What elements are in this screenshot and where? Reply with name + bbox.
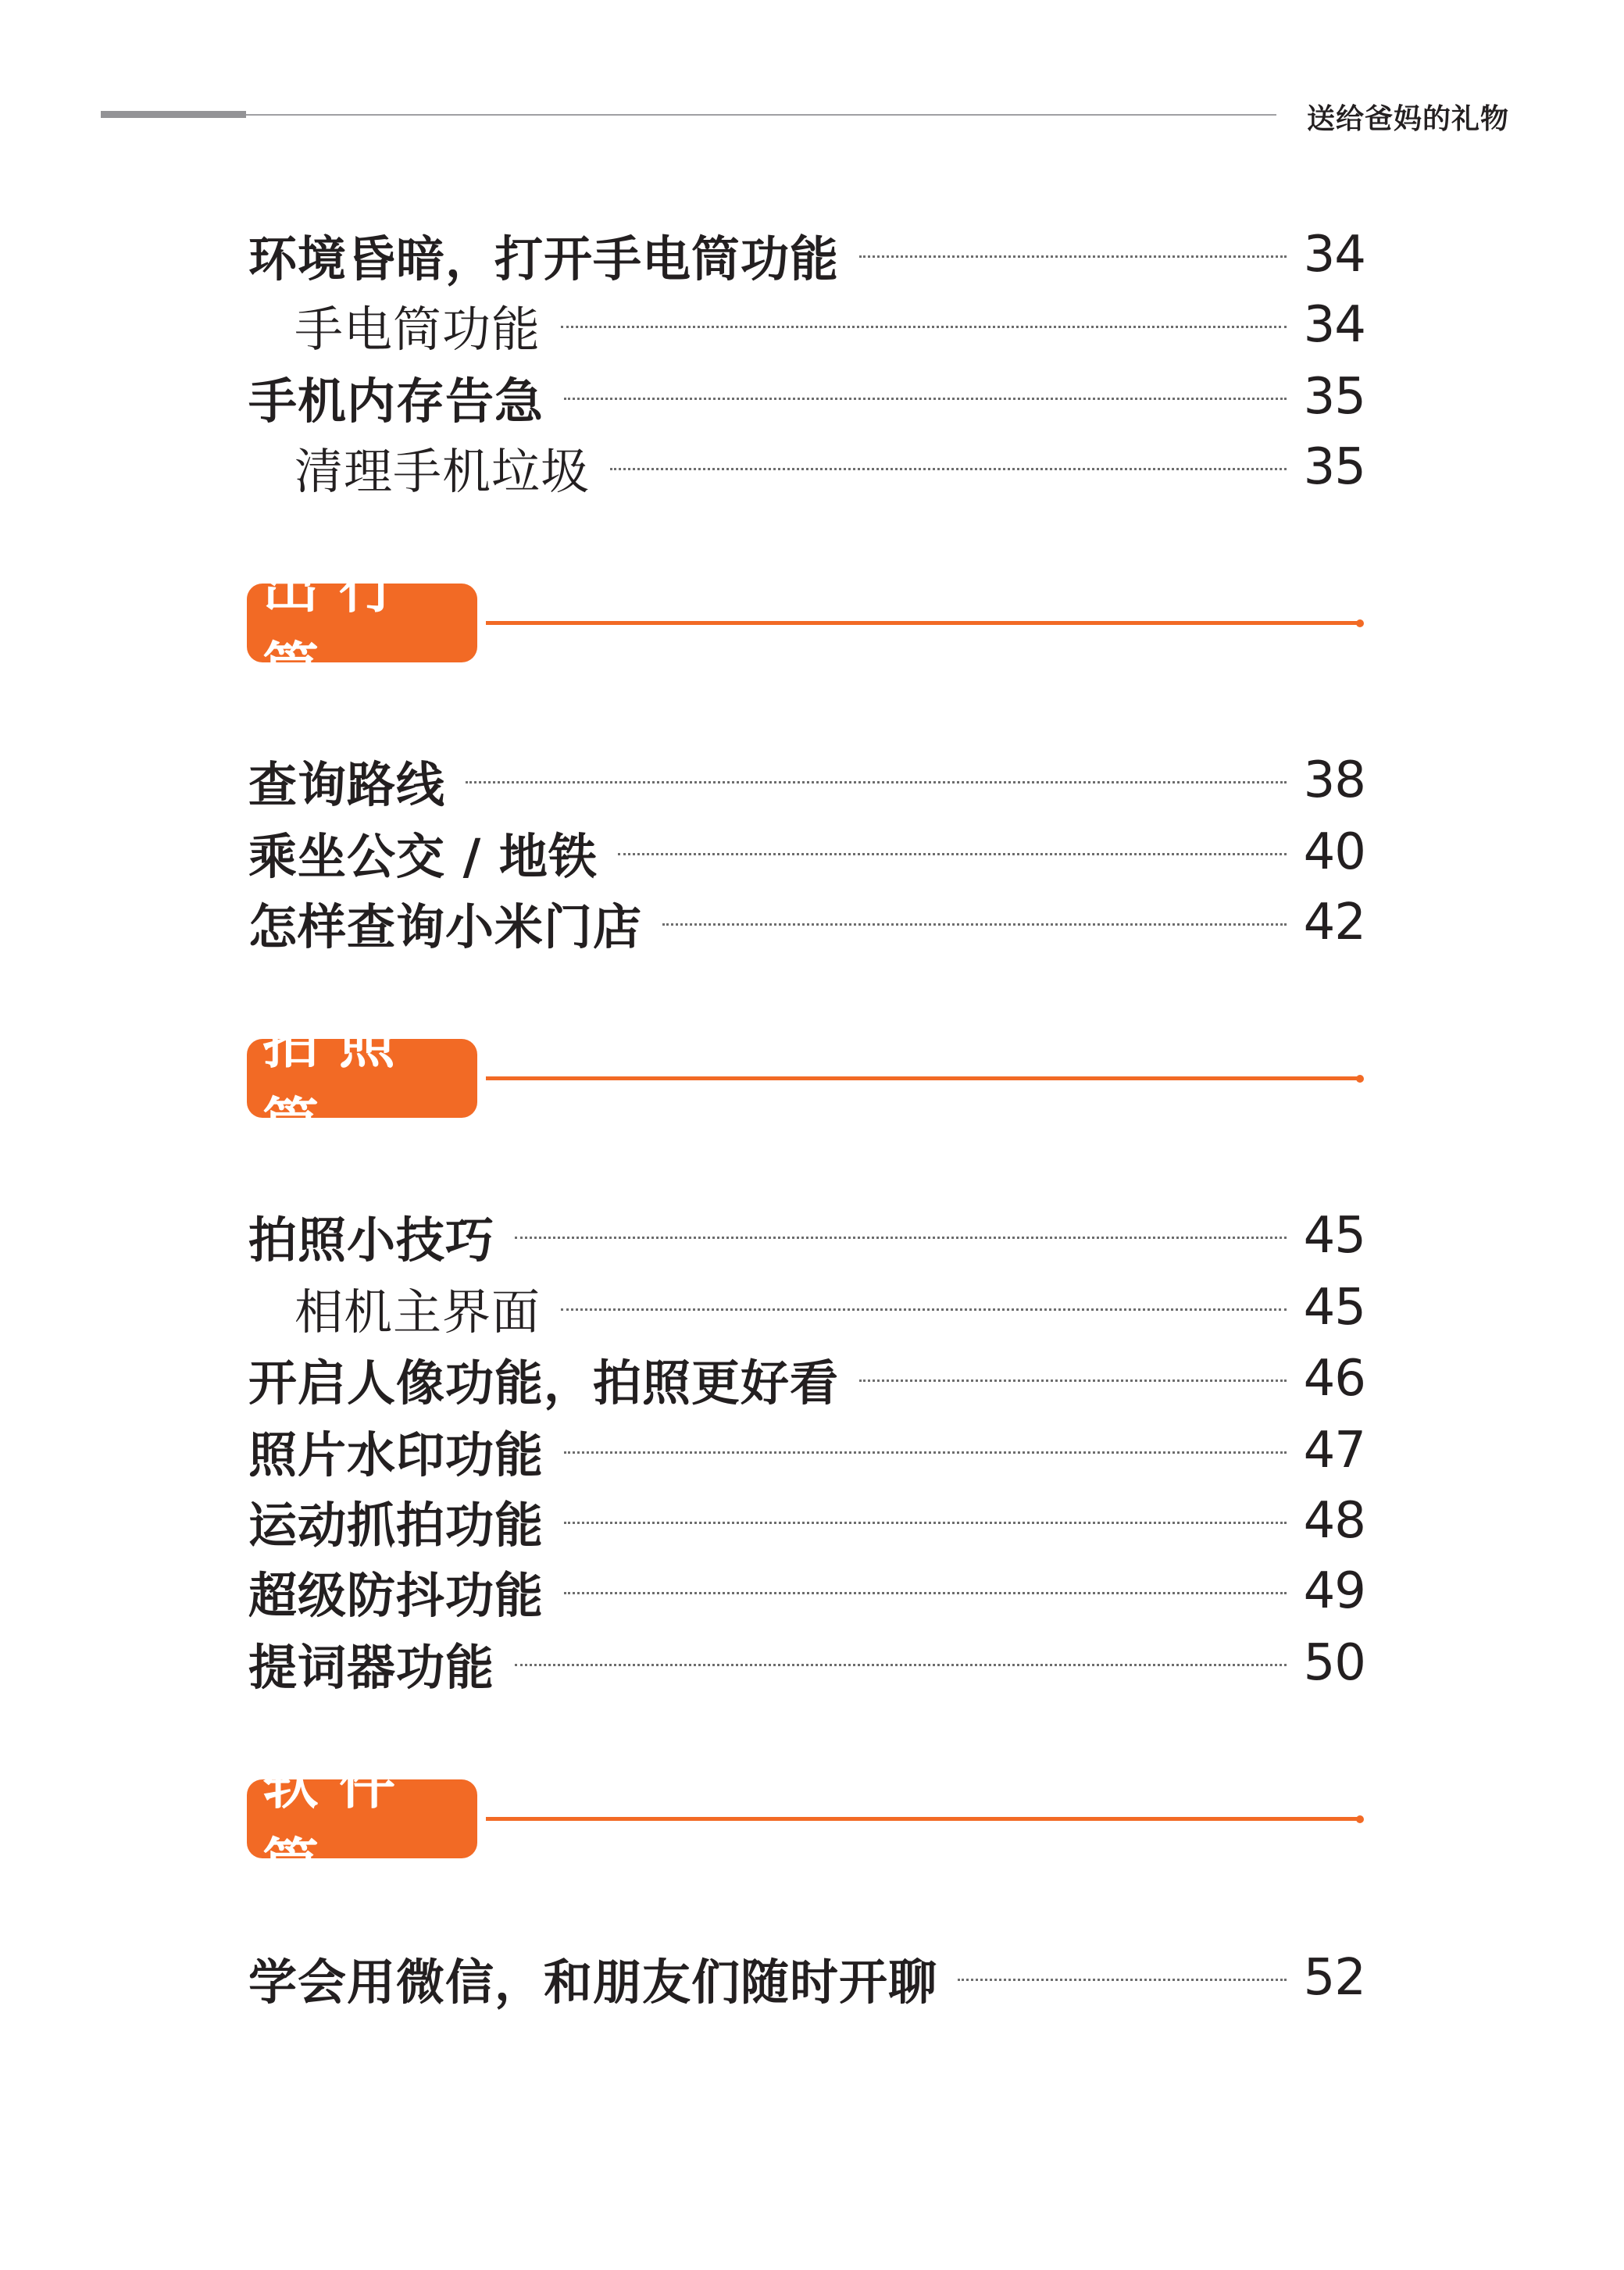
running-header-title: 送给爸妈的礼物 <box>1306 103 1509 135</box>
toc-entry-page: 46 <box>1303 1350 1365 1408</box>
dot-leader <box>561 1308 1287 1311</box>
dot-leader <box>610 468 1287 470</box>
section-rule-end-dot <box>1356 1815 1364 1823</box>
toc-entry-page: 34 <box>1303 226 1365 284</box>
toc-entry[interactable] <box>294 290 1365 360</box>
dot-leader <box>564 398 1287 400</box>
toc-entry-title: 拍照小技巧 <box>248 1211 495 1269</box>
toc-entry-page: 48 <box>1303 1492 1365 1550</box>
toc-entry[interactable] <box>248 817 1365 887</box>
toc-entry-title: 相机主界面 <box>294 1283 541 1340</box>
toc-entry-page: 45 <box>1303 1207 1365 1265</box>
toc-entry[interactable] <box>294 1272 1365 1343</box>
dot-leader <box>466 781 1287 783</box>
toc-entry-title: 手电筒功能 <box>294 300 541 358</box>
dot-leader <box>561 326 1287 328</box>
dot-leader <box>564 1451 1287 1454</box>
toc-entry-page: 34 <box>1303 296 1365 354</box>
toc-entry-page: 35 <box>1303 368 1365 426</box>
toc-entry-page: 50 <box>1303 1634 1365 1692</box>
toc-entry-title: 手机内存告急 <box>248 372 544 430</box>
toc-entry-title: 乘坐公交 / 地铁 <box>248 827 598 885</box>
section-rule-end-dot <box>1356 619 1364 627</box>
toc-entry-title: 清理手机垃圾 <box>294 442 591 500</box>
dot-leader <box>515 1664 1287 1666</box>
dot-leader <box>618 853 1287 855</box>
section-rule-end-dot <box>1356 1075 1364 1083</box>
section-rule <box>486 621 1359 625</box>
toc-entry-page: 49 <box>1303 1562 1365 1620</box>
toc-entry[interactable] <box>248 1556 1365 1626</box>
section-heading-badge: 软件篇 <box>247 1779 477 1858</box>
toc-entry-page: 38 <box>1303 751 1365 809</box>
toc-entry[interactable] <box>248 887 1365 958</box>
toc-entry-title: 照片水印功能 <box>248 1426 544 1483</box>
toc-entry-page: 35 <box>1303 438 1365 496</box>
dot-leader <box>564 1592 1287 1594</box>
toc-entry[interactable] <box>248 220 1365 290</box>
section-heading-badge: 拍照篇 <box>247 1039 477 1118</box>
toc-entry-title: 学会用微信，和朋友们随时开聊 <box>248 1953 938 2011</box>
dot-leader <box>564 1522 1287 1524</box>
toc-entry-page: 52 <box>1303 1949 1365 2007</box>
toc-entry[interactable] <box>248 1201 1365 1271</box>
section-heading-badge: 出行篇 <box>247 584 477 662</box>
section-rule <box>486 1817 1359 1821</box>
toc-entry-page: 45 <box>1303 1279 1365 1337</box>
dot-leader <box>859 1379 1287 1382</box>
toc-entry-page: 47 <box>1303 1422 1365 1479</box>
toc-entry[interactable] <box>248 1344 1365 1414</box>
toc-entry[interactable] <box>248 1628 1365 1698</box>
toc-entry[interactable] <box>248 1415 1365 1486</box>
dot-leader <box>958 1979 1287 1981</box>
toc-entry-page: 42 <box>1303 894 1365 951</box>
dot-leader <box>515 1237 1287 1239</box>
toc-entry-title: 怎样查询小米门店 <box>248 898 643 955</box>
toc-entry-page: 40 <box>1303 823 1365 881</box>
header-accent-bar <box>101 111 246 118</box>
toc-entry-title: 超级防抖功能 <box>248 1566 544 1624</box>
toc-entry-title: 查询路线 <box>248 755 446 813</box>
toc-entry-title: 提词器功能 <box>248 1638 495 1696</box>
dot-leader <box>662 923 1287 926</box>
section-rule <box>486 1076 1359 1080</box>
toc-entry-title: 环境昏暗，打开手电筒功能 <box>248 230 840 287</box>
header-rule <box>246 114 1276 116</box>
dot-leader <box>859 255 1287 258</box>
toc-entry-title: 开启人像功能，拍照更好看 <box>248 1354 840 1412</box>
toc-entry-title: 运动抓拍功能 <box>248 1496 544 1554</box>
toc-entry[interactable] <box>248 362 1365 432</box>
toc-entry[interactable] <box>248 1486 1365 1556</box>
toc-entry[interactable] <box>294 432 1365 502</box>
toc-entry[interactable] <box>248 1943 1365 2013</box>
toc-entry[interactable] <box>248 745 1365 816</box>
